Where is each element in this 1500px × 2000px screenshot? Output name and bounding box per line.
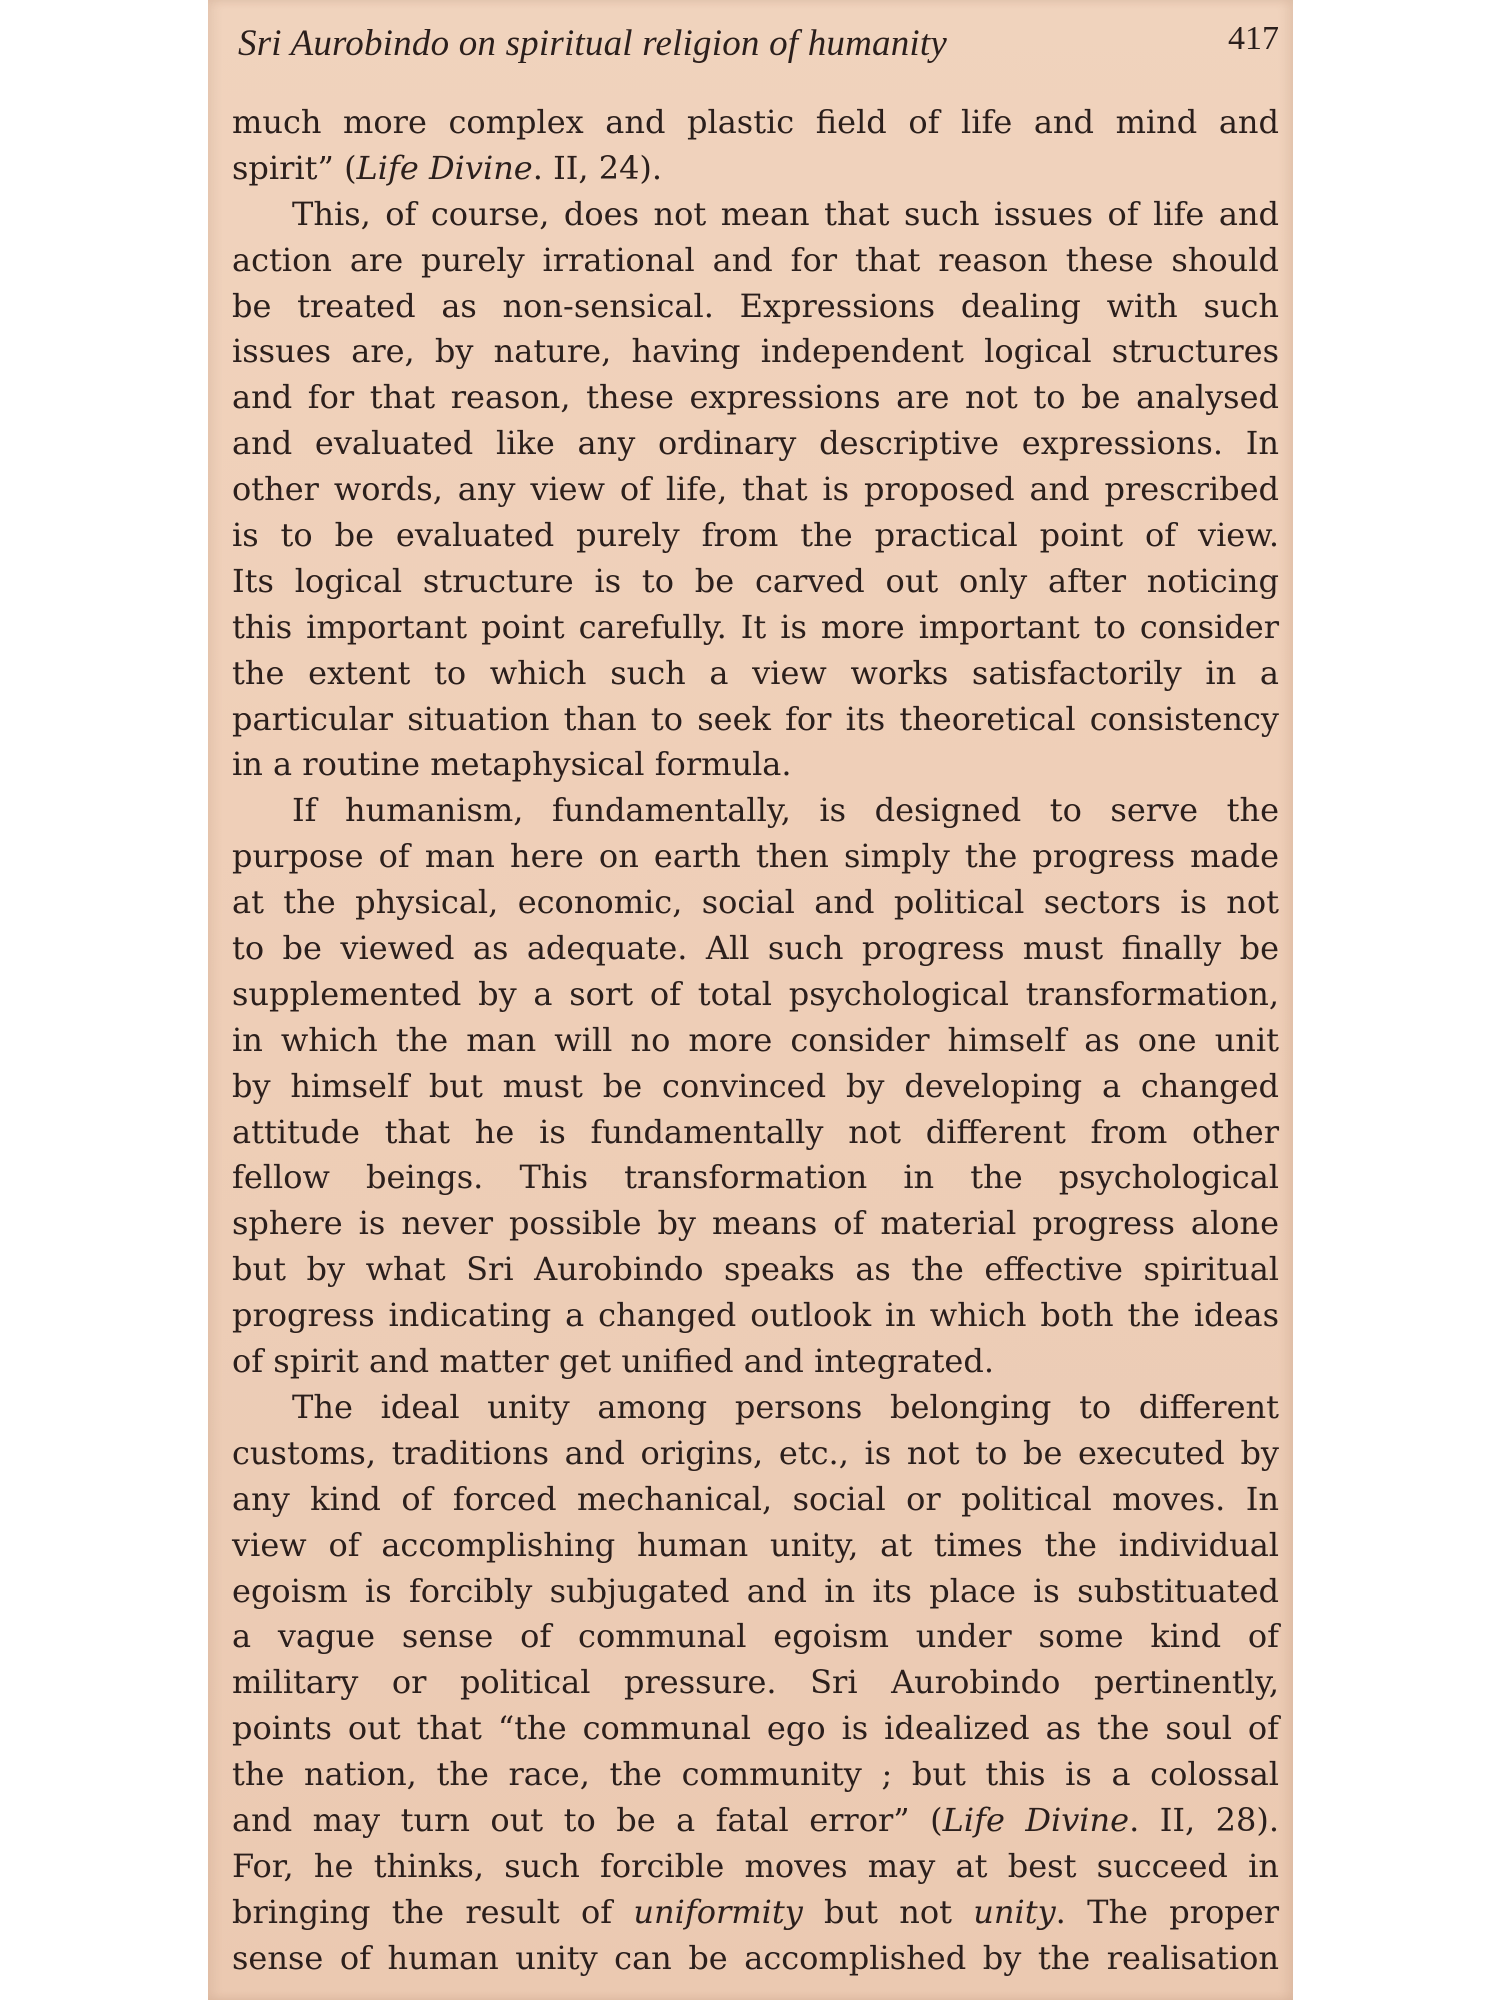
text-line: spirit” (Life Divine. II, 24). [232,148,663,187]
text-line: points out that “the communal ego is idealized as the soul of [232,1709,1279,1748]
text-line: the extent to which such a view works satisfactorily in a [232,653,1279,692]
text-line: but by what Sri Aurobindo speaks as the effective spiritual [232,1250,1279,1289]
text-line: sphere is never possible by means of material progress alone [232,1204,1279,1243]
text-line: particular situation than to seek for its theoretical consistency [232,699,1279,738]
text-line: supplemented by a sort of total psychological transformation, [232,974,1279,1013]
text-line: military or political pressure. Sri Aurobindo pertinently, [232,1663,1279,1702]
text-line: by himself but must be convinced by developing a changed [232,1066,1279,1105]
text-line: This, of course, does not mean that such issues of life and [292,194,1279,233]
text-line: and may turn out to be a fatal error” (Life Divine. II, 28). [232,1800,1280,1839]
book-title-citation: Life Divine [356,148,533,187]
running-head-title: Sri Aurobindo on spiritual religion of humanity [238,23,948,64]
text-line: be treated as non-sensical. Expressions dealing with such [232,286,1279,325]
text-line: view of accomplishing human unity, at times the individual [232,1525,1279,1564]
text-line: fellow beings. This transformation in the psychological [232,1158,1279,1197]
emphasis: unity [973,1892,1056,1931]
text-line: attitude that he is fundamentally not different from other [232,1112,1279,1151]
text-line: a vague sense of communal egoism under some kind of [232,1617,1279,1656]
text-line: other words, any view of life, that is proposed and prescribed [232,470,1279,509]
book-page [208,0,1293,2000]
text-line: of spirit and matter get unified and integrated. [232,1342,995,1381]
running-head [238,18,1279,68]
text-line: bringing the result of uniformity but not unity. The proper [232,1892,1280,1931]
text-line: to be viewed as adequate. All such progress must finally be [232,929,1279,968]
body-text [232,100,1279,1982]
page-number: 417 [1228,20,1279,57]
text-line: in a routine metaphysical formula. [232,745,792,784]
text-line: If humanism, fundamentally, is designed to serve the [292,791,1279,830]
text-line: customs, traditions and origins, etc., is not to be executed by [232,1433,1279,1472]
text-line: The ideal unity among persons belonging to different [292,1387,1279,1426]
text-line: and evaluated like any ordinary descriptive expressions. In [232,424,1279,463]
text-line: Its logical structure is to be carved out only after noticing [232,561,1279,600]
text-line: much more complex and plastic field of life and mind and [232,103,1279,141]
text-line: in which the man will no more consider himself as one unit [232,1020,1279,1059]
text-line: sense of human unity can be accomplished by the realisation [232,1938,1279,1977]
text-line: this important point carefully. It is more important to consider [232,607,1279,646]
text-line: progress indicating a changed outlook in which both the ideas [232,1296,1279,1335]
text-line: is to be evaluated purely from the practical point of view. [232,516,1279,555]
text-line: egoism is forcibly subjugated and in its place is substituated [232,1571,1279,1610]
book-title-citation: Life Divine [942,1800,1130,1839]
text-line: purpose of man here on earth then simply the progress made [232,837,1279,876]
emphasis: uniformity [633,1892,803,1931]
text-line: For, he thinks, such forcible moves may at best succeed in [232,1846,1279,1885]
text-line: at the physical, economic, social and political sectors is not [232,883,1279,922]
text-line: and for that reason, these expressions are not to be analysed [232,378,1279,417]
text-line: issues are, by nature, having independent logical structures [232,332,1279,371]
text-line: action are purely irrational and for that reason these should [232,240,1279,279]
text-line: the nation, the race, the community ; but this is a colossal [232,1755,1279,1794]
text-line: any kind of forced mechanical, social or political moves. In [232,1479,1279,1518]
